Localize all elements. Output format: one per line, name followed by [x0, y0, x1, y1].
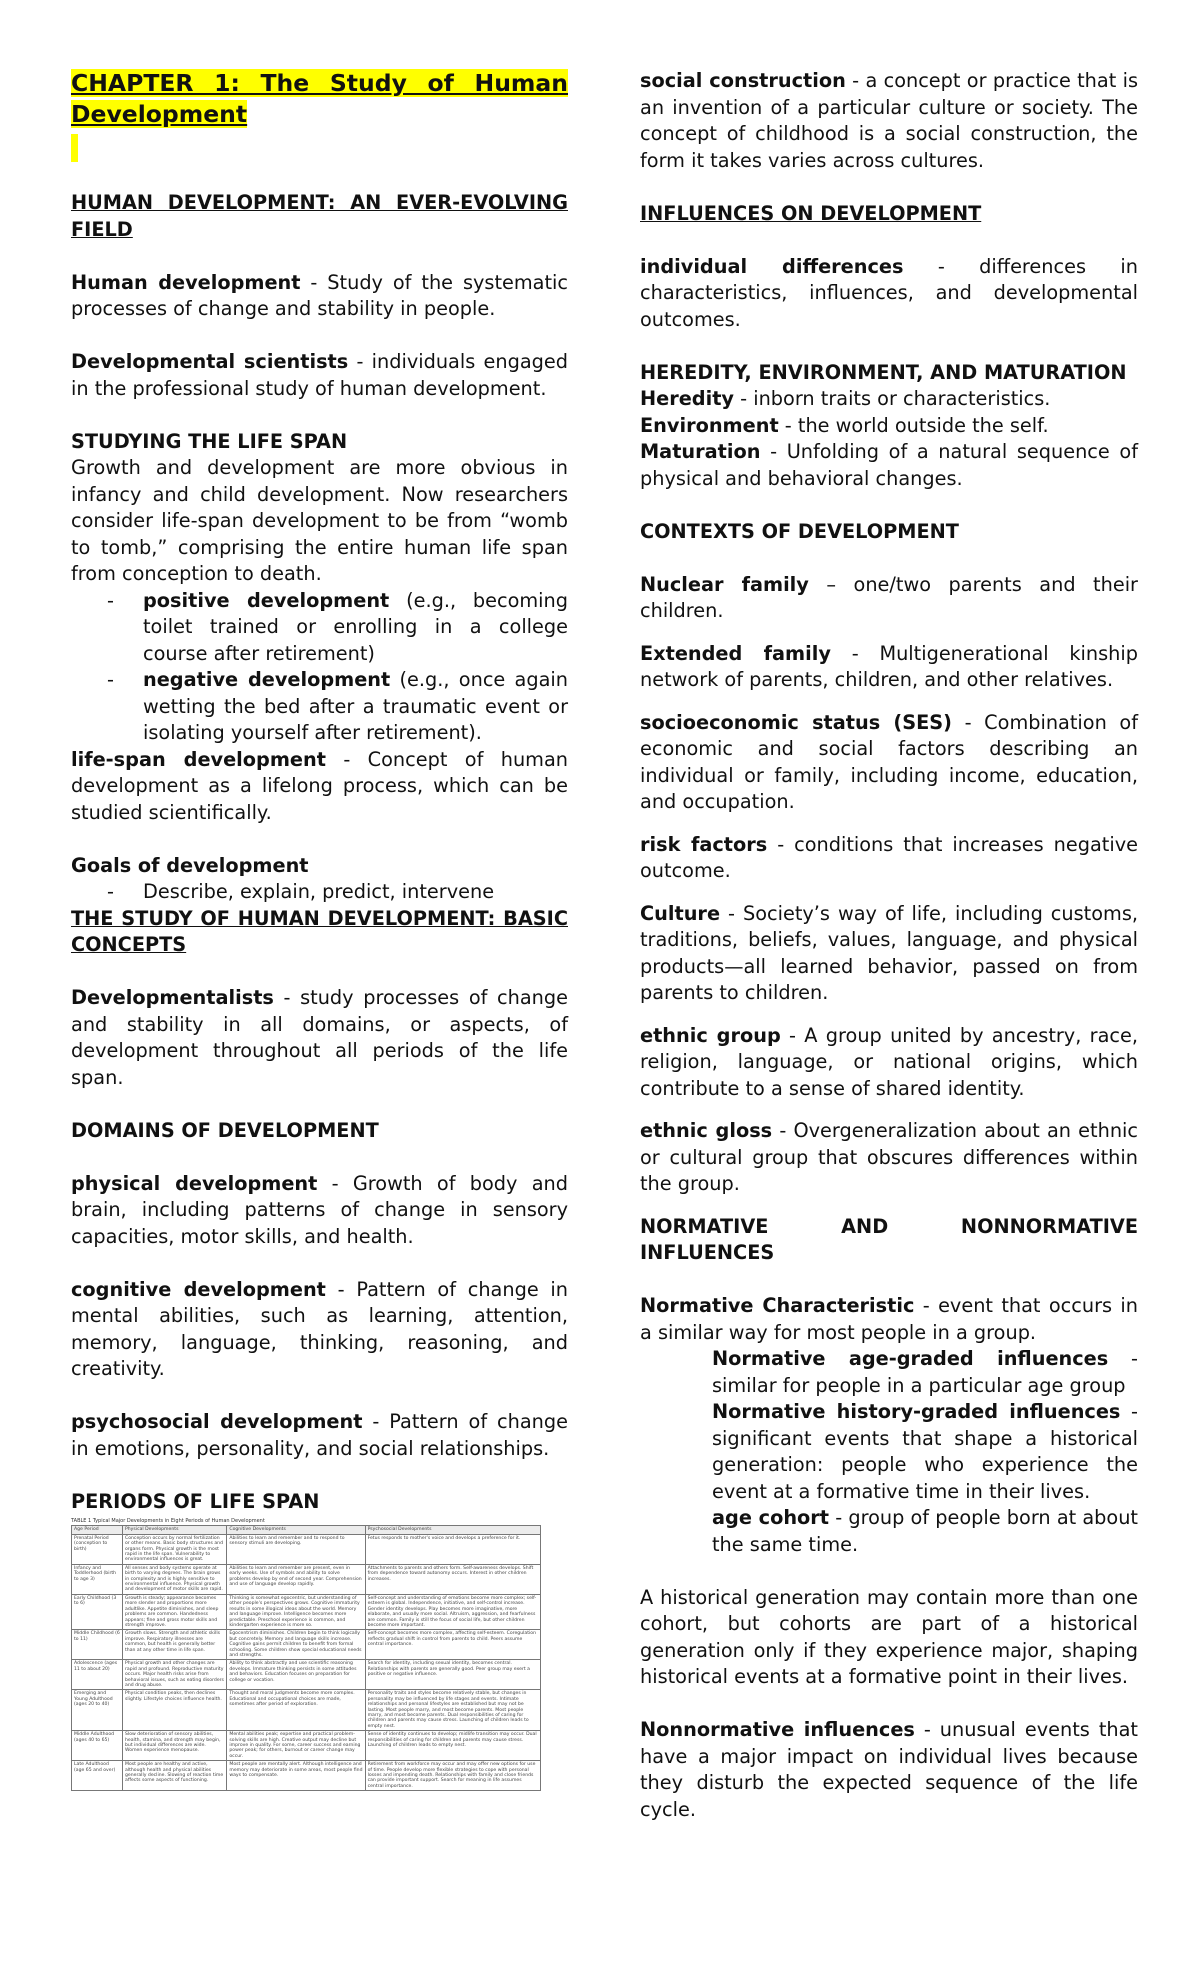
table-cell: Ability to think abstractly and use scientific reasoning develops. Immature thinking persists in some attitudes and behaviors. Education focuses on preparation for college or vocation.: [227, 1660, 365, 1690]
table-row: [72, 1534, 541, 1564]
table-row: [72, 1731, 541, 1761]
table-cell: Early Childhood (3 to 6): [72, 1594, 123, 1629]
table-row: [72, 1564, 541, 1594]
table-header: Psychosocial Developments: [365, 1526, 540, 1534]
def-culture: Culture - Society’s way of life, including customs, traditions, beliefs, values, language, and physical products—all learned behavior, passed on from parents to children.: [640, 901, 1138, 1004]
table-cell: Adolescence (ages 11 to about 20): [72, 1660, 123, 1690]
table-cell: Emerging and Young Adulthood (ages 20 to 40): [72, 1690, 123, 1731]
table-cell: Infancy and Toddlerhood (birth to age 3): [72, 1564, 123, 1594]
def-lifespan-development: life-span development - Concept of human development as a lifelong process, which can be studied scientifically.: [71, 747, 568, 824]
def-age-graded: Normative age-graded influences - similar for people in a particular age group: [712, 1347, 1138, 1397]
heading-normative: NORMATIVE AND NONNORMATIVE INFLUENCES: [640, 1214, 1138, 1264]
def-extended-family: Extended family - Multigenerational kinship network of parents, children, and other relatives.: [640, 641, 1138, 691]
table-cell: Abilities to learn and remember are present, even in early weeks. Use of symbols and ability to solve problems develop by end of second year. Comprehension and use of language develop rapidly.: [227, 1564, 365, 1594]
heading-heredity: HEREDITY, ENVIRONMENT, AND MATURATION: [640, 360, 1127, 384]
def-ethnic-gloss: ethnic gloss - Overgeneralization about an ethnic or cultural group that obscures differences within the group.: [640, 1119, 1139, 1195]
heading-influences: INFLUENCES ON DEVELOPMENT: [640, 201, 982, 225]
heading-goals: Goals of development: [71, 853, 309, 877]
table-cell: Physical condition peaks, then declines slightly. Lifestyle choices influence health.: [123, 1690, 227, 1731]
table-row: [72, 1660, 541, 1690]
table-row: [72, 1594, 541, 1629]
heading-field: HUMAN DEVELOPMENT: AN EVER-EVOLVING FIELD: [71, 191, 568, 241]
table-row: [72, 1630, 541, 1660]
table-cell: Most people are mentally alert. Although intelligence and memory may deteriorate in some areas, most people find ways to compensate.: [227, 1761, 365, 1791]
table-cell: Self-concept and understanding of emotions become more complex; self-esteem is global. Independence, initiative, and self-control increase. Gender identity develops. Play becomes more imaginative, more elaborate, and usually more social. Altruism, aggression, and fearfulness are common. Family is still the focus of social life, but other children become more important.: [365, 1594, 540, 1629]
table-cell: Most people are healthy and active, although health and physical abilities generally decline. Slowing of reaction time affects some aspects of functioning.: [123, 1761, 227, 1791]
lifespan-list: [71, 588, 568, 747]
table-header: Age Period: [72, 1526, 123, 1534]
table-cell: Retirement from workforce may occur and may offer new options for use of time. People develop more flexible strategies to cope with personal losses and impending death. Relationships with family and close friends can provide important support. Search for meaning in life assumes central importance.: [365, 1761, 540, 1791]
list-item-negative: - negative development (e.g., once again wetting the bed after a traumatic event or isolating yourself after retirement).: [71, 667, 568, 747]
table-cell: Abilities to learn and remember and to respond to sensory stimuli are developing.: [227, 1534, 365, 1564]
def-maturation: Maturation - Unfolding of a natural sequence of physical and behavioral changes.: [640, 440, 1138, 490]
def-heredity: Heredity - inborn traits or characteristics.: [640, 387, 1051, 410]
def-psychosocial: psychosocial development - Pattern of change in emotions, personality, and social relationships.: [71, 1410, 568, 1460]
def-social-construction: social construction - a concept or practice that is an invention of a particular culture or society. The concept of childhood is a social construction, the form it takes varies across cultures.: [640, 69, 1138, 172]
def-risk-factors: risk factors - conditions that increases negative outcome.: [640, 832, 1138, 882]
life-span-table: [71, 1519, 541, 1791]
heading-basic-concepts: THE STUDY OF HUMAN DEVELOPMENT: BASIC CONCEPTS: [71, 906, 568, 956]
table-cell: Physical growth and other changes are rapid and profound. Reproductive maturity occurs. Major health risks arise from behavioral issues, such as eating disorders and drug abuse.: [123, 1660, 227, 1690]
def-human-development: Human development - Study of the systematic processes of change and stability in people.: [71, 270, 568, 320]
table-row: [72, 1690, 541, 1731]
table-row: [72, 1761, 541, 1791]
table-cell: Mental abilities peak; expertise and practical problem-solving skills are high. Creative output may decline but improve in quality. For some, career success and earning power peak; for others, burnout or career change may occur.: [227, 1731, 365, 1761]
chapter-title: CHAPTER 1: The Study of Human Development: [71, 69, 568, 128]
table-cell: Personality traits and styles become relatively stable, but changes in personality may be influenced by life stages and events. Intimate relationships and personal lifestyles are established but may not be lasting. Most people marry, and most become parents. Most people marry, and most become parents. Dual responsibilities of caring for children and parents may cause stress. Launching of children leads to empty nest.: [365, 1690, 540, 1731]
list-item-goals: - Describe, explain, predict, intervene: [71, 879, 568, 906]
table-header-row: [72, 1526, 541, 1534]
table-caption: TABLE 1 Typical Major Developments in Eight Periods of Human Development: [71, 1518, 265, 1524]
right-column: [640, 68, 1138, 1850]
def-nuclear-family: Nuclear family – one/two parents and their children.: [640, 572, 1138, 622]
table-cell: Fetus responds to mother's voice and develops a preference for it.: [365, 1534, 540, 1564]
table-cell: Egocentrism diminishes. Children begin to think logically but concretely. Memory and language skills increase. Cognitive gains permit children to benefit from formal schooling. Some children show special educational needs and strengths.: [227, 1630, 365, 1660]
contexts-list: [640, 572, 1138, 1198]
table-cell: Prenatal Period (conception to birth): [72, 1534, 123, 1564]
table-cell: Middle Adulthood (ages 40 to 65): [72, 1731, 123, 1761]
def-developmental-scientists: Developmental scientists - individuals engaged in the professional study of human development.: [71, 350, 568, 400]
def-developmentalists: Developmentalists - study processes of change and stability in all domains, or aspects, of development throughout all periods of the life span.: [71, 986, 568, 1089]
highlight-mark: [71, 134, 78, 162]
table-cell: Growth is steady; appearance becomes more slender and proportions more adultlike. Appetite diminishes, and sleep problems are common. Handedness appears; fine and gross motor skills and strength improve.: [123, 1594, 227, 1629]
def-history-graded: Normative history-graded influences - significant events that shape a historical generation: people who experience the event at a formative time in their lives.: [712, 1400, 1138, 1503]
table-cell: Search for identity, including sexual identity, becomes central. Relationships with parents are generally good. Peer group may exert a positive or negative influence.: [365, 1660, 540, 1690]
table-cell: Thinking is somewhat egocentric, but understanding of other people's perspectives grows. Cognitive immaturity results in some illogical ideas about the world. Memory and language improve. Intelligence becomes more predictable. Preschool experience is common, and kindergarten experience is more so.: [227, 1594, 365, 1629]
table-cell: All senses and body systems operate at birth to varying degrees. The brain grows in complexity and is highly sensitive to environmental influence. Physical growth and development of motor skills are rapid.: [123, 1564, 227, 1594]
heading-domains: DOMAINS OF DEVELOPMENT: [71, 1118, 379, 1142]
def-cognitive: cognitive development - Pattern of change in mental abilities, such as learning, attention, memory, language, thinking, reasoning, and creativity.: [71, 1277, 569, 1380]
def-ses: socioeconomic status (SES) - Combination of economic and social factors describing an individual or family, including income, education, and occupation.: [640, 710, 1139, 813]
table-header: Cognitive Developments: [227, 1526, 365, 1534]
table-cell: Sense of identity continues to develop; midlife transition may occur. Dual responsibilities of caring for children and parents may cause stress. Launching of children leads to empty nest.: [365, 1731, 540, 1761]
def-normative-characteristic: Normative Characteristic - event that occurs in a similar way for most people in a group.: [640, 1294, 1138, 1344]
heading-periods: PERIODS OF LIFE SPAN: [71, 1489, 320, 1513]
table-cell: Late Adulthood (age 65 and over): [72, 1761, 123, 1791]
historical-generation-text: A historical generation may contain more than one cohort, but cohorts are part of a historical generation only if they experience major, shaping historical events at a formative point in their lives.: [640, 1585, 1138, 1688]
left-column: [71, 68, 568, 1791]
lifespan-text: Growth and development are more obvious in infancy and child development. Now researchers consider life-span development to be from “womb to tomb,” comprising the entire human life span from conception to death.: [71, 456, 568, 585]
def-ethnic-group: ethnic group - A group united by ancestry, race, religion, language, or national origins, which contribute to a sense of shared identity.: [640, 1023, 1138, 1100]
table-cell: Conception occurs by normal fertilization or other means. Basic body structures and organs form. Physical growth is the most rapid in the life span. Vulnerability to environmental influences is great.: [123, 1534, 227, 1564]
goals-list: [71, 879, 568, 906]
def-individual-differences: individual differences - differences in characteristics, influences, and developmental outcomes.: [640, 254, 1138, 331]
table-cell: Slow deterioration of sensory abilities, health, stamina, and strength may begin, but individual differences are wide. Women experience menopause.: [123, 1731, 227, 1761]
table-cell: Middle Childhood (6 to 11): [72, 1630, 123, 1660]
table-cell: Attachments to parents and others form. Self-awareness develops. Shift from dependence toward autonomy occurs. Interest in other children increases.: [365, 1564, 540, 1594]
def-environment: Environment - the world outside the self.: [640, 413, 1049, 437]
table-cell: Self-concept becomes more complex, affecting self-esteem. Coregulation reflects gradual shift in control from parents to child. Peers assume central importance.: [365, 1630, 540, 1660]
def-age-cohort: age cohort - group of people born at about the same time.: [712, 1506, 1138, 1556]
list-item-positive: - positive development (e.g., becoming toilet trained or enrolling in a college course after retirement): [71, 588, 568, 668]
table-cell: Growth slows. Strength and athletic skills improve. Respiratory illnesses are common, but health is generally better than at any other time in life span.: [123, 1630, 227, 1660]
def-nonnormative: Nonnormative influences - unusual events that have a major impact on individual lives because they disturb the expected sequence of the life cycle.: [640, 1718, 1138, 1821]
table-cell: Thought and moral judgments become more complex. Educational and occupational choices are made, sometimes after period of exploration.: [227, 1690, 365, 1731]
table-header: Physical Developments: [123, 1526, 227, 1534]
heading-contexts: CONTEXTS OF DEVELOPMENT: [640, 519, 959, 543]
heading-lifespan: STUDYING THE LIFE SPAN: [71, 429, 348, 453]
def-physical: physical development - Growth of body and brain, including patterns of change in sensory capacities, motor skills, and health.: [71, 1171, 568, 1248]
